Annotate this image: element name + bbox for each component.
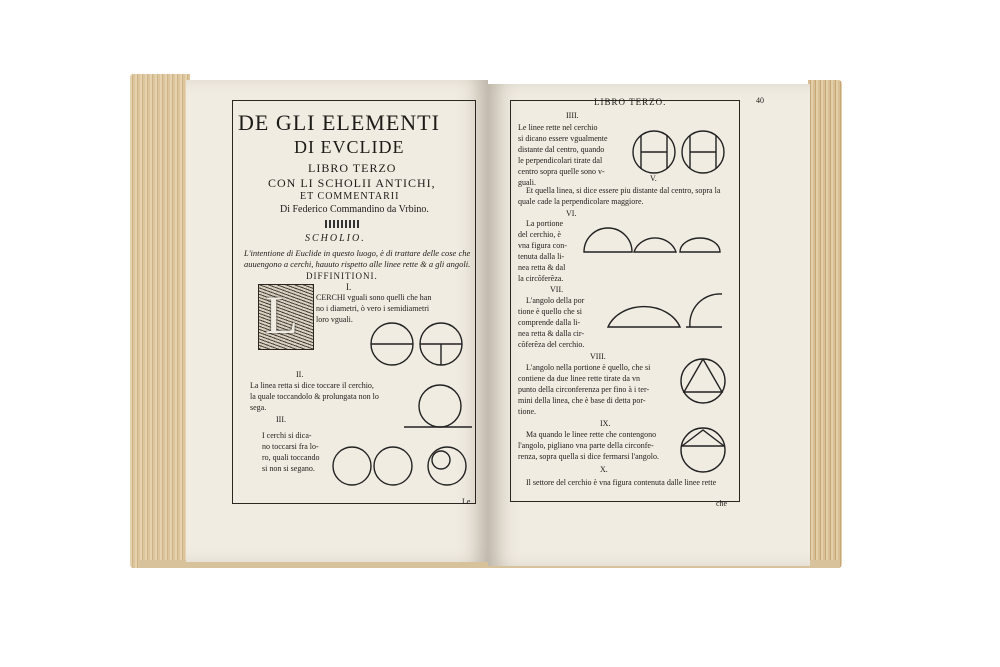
scholio-heading: SCHOLIO.: [305, 233, 366, 244]
def-number-10: X.: [600, 465, 608, 474]
def6-line-c: vna figura con-: [518, 241, 567, 250]
def10-line: Il settore del cerchio è vna figura contenuta dalle linee rette: [526, 478, 717, 487]
def5-line-a: Et quella linea, si dice essere piu distante dal centro, sopra la: [526, 186, 721, 195]
def6-line-f: la circõferẽza.: [518, 274, 564, 283]
segment-1: [584, 228, 632, 252]
def7-line-b: tione è quello che si: [518, 307, 582, 316]
def7-line-c: comprende dalla li-: [518, 318, 581, 327]
def6-line-d: tenuta dalla li-: [518, 252, 565, 261]
def8-line-d: mini della linea, che è base di detta por-: [518, 396, 646, 405]
def3-line-a: I cerchi si dica-: [262, 431, 312, 440]
def3-line-d: si non si segano.: [262, 464, 315, 473]
def4-line-d: le perpendicolari tirate dal: [518, 156, 603, 165]
def6-line-a: La portione: [526, 219, 564, 228]
def8-line-c: punto della circonferenza per fino à i ter-: [518, 385, 650, 394]
def3-line-c: ro, quali toccando: [262, 453, 320, 462]
def6-line-b: del cerchio, è: [518, 230, 561, 239]
def-number-7: VII.: [550, 285, 564, 294]
angle-arc-2: [690, 294, 722, 327]
def2-line-a: La linea retta si dice toccare il cerchio,: [250, 381, 374, 390]
def8-line-e: tione.: [518, 407, 536, 416]
segment-3: [680, 238, 720, 252]
def-number-2: II.: [296, 370, 304, 379]
def9-line-b: l'angolo, pigliano vna parte della circonfe-: [518, 441, 654, 450]
initial-letter-L: L: [265, 285, 298, 345]
book-label: LIBRO TERZO: [308, 161, 397, 175]
running-header: LIBRO TERZO.: [594, 97, 667, 107]
catchword: che: [716, 499, 728, 508]
def1-line-b: no i diametri, ò vero i semidiametri: [316, 304, 430, 313]
page-subtitle: DI EVCLIDE: [294, 137, 405, 157]
diffinitioni-heading: DIFFINITIONI.: [306, 271, 378, 281]
def8-line-b: contiene da due linee rette tirate da vn: [518, 374, 640, 383]
def7-line-d: nea retta & dalla cir-: [518, 329, 585, 338]
def-number-8: VIII.: [590, 352, 606, 361]
segment-2: [634, 238, 676, 252]
title-line-4: CON LI SCHOLII ANTICHI,: [268, 176, 436, 190]
def2-line-b: la quale toccandolo & prolungata non lo: [250, 392, 379, 401]
def4-line-b: si dicano essere vgualmente: [518, 134, 608, 143]
def2-line-c: sega.: [250, 403, 267, 412]
def8-line-a: L'angolo nella portione è quello, che si: [526, 363, 651, 372]
def4-line-c: distante dal centro, quando: [518, 145, 605, 154]
def-number-3: III.: [276, 415, 286, 424]
page-number: 40: [756, 96, 764, 105]
def9-line-a: Ma quando le linee rette che contengono: [526, 430, 657, 439]
title-line-5: ET COMMENTARII: [300, 191, 400, 202]
standing-angle-circle: [681, 428, 725, 472]
def6-line-e: nea retta & dal: [518, 263, 566, 272]
def1-line-c: loro vguali.: [316, 315, 353, 324]
standing-angle-lines: [682, 430, 724, 446]
def5-line-b: quale cade la perpendicolare maggiore.: [518, 197, 644, 206]
def4-line-a: Le linee rette nel cerchio: [518, 123, 598, 132]
def1-line-a: CERCHI vguali sono quelli che han: [316, 293, 432, 302]
def-number-5: V.: [650, 174, 657, 183]
def-number-9: IX.: [600, 419, 611, 428]
intro-line-2: auuengono a cerchi, hauuto rispetto alle linee rette & a gli angoli.: [244, 259, 471, 269]
inscribed-angle-circle: [681, 359, 725, 403]
signature-mark: Le: [462, 497, 471, 506]
angle-segment-1: [608, 307, 680, 327]
def4-line-e: centro sopra quelle sono v-: [518, 167, 605, 176]
author-line: Di Federico Commandino da Vrbino.: [280, 204, 429, 215]
def-number-6: VI.: [566, 209, 577, 218]
def-number-1: I.: [346, 282, 352, 292]
def3-line-b: no toccarsi fra lo-: [262, 442, 319, 451]
def7-line-e: cõferẽza del cerchio.: [518, 340, 585, 349]
def-number-4: IIII.: [566, 111, 579, 120]
page-title: DE GLI ELEMENTI: [238, 110, 440, 135]
intro-line-1: L'intentione di Euclide in questo luogo, è di trattare delle cose che: [244, 248, 471, 258]
def7-line-a: L'angolo della por: [526, 296, 585, 305]
def9-line-c: renza, sopra quella si dice fermarsi l'angolo.: [518, 452, 659, 461]
def4-line-f: guali.: [518, 178, 536, 187]
